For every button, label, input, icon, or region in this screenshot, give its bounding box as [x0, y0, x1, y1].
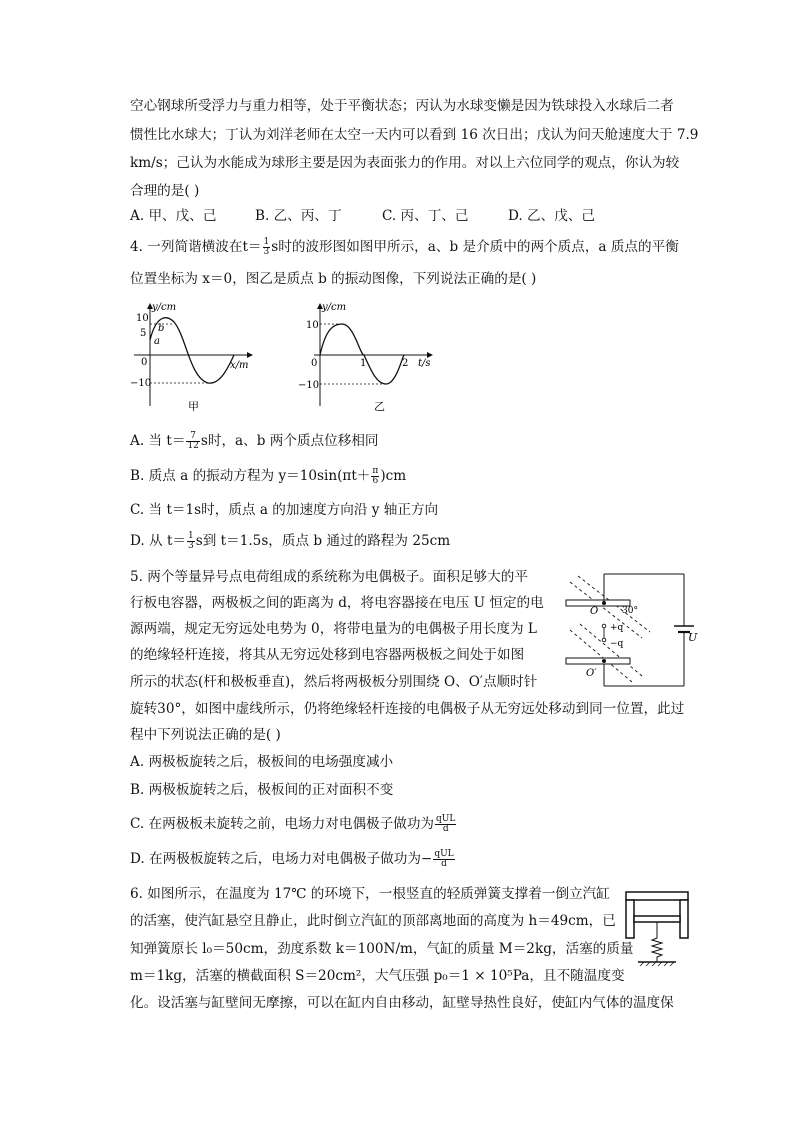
- q4-option-d-frac: [187, 532, 195, 551]
- cylinder-left-wall: [626, 900, 634, 938]
- wave-ylabel: y/cm: [152, 302, 177, 313]
- q5-option-b: B. 两极板旋转之后，极板间的正对面积不变: [130, 782, 394, 798]
- q4-stem-line-1: [130, 237, 679, 257]
- q4-option-b: [130, 466, 406, 486]
- vib-tick-2: 2: [402, 358, 409, 369]
- q5-stem-line-1: 5. 两个等量异号点电荷组成的系统称为电偶极子。面积足够大的平: [130, 569, 528, 585]
- q3-option-b: B. 乙、丙、丁: [255, 208, 342, 224]
- vib-curve: [320, 324, 404, 384]
- q5-stem-line-5: 所示的状态(杆和极板垂直)，然后将两极板分别围绕 O、O′点顺时针: [130, 674, 538, 690]
- q5-option-d-pre: D. 在两极板旋转之后，电场力对电偶极子做功为−: [130, 851, 433, 867]
- piston: [634, 916, 680, 922]
- cap-voltage-u: U: [688, 631, 698, 644]
- wave-tick-10: 10: [136, 313, 149, 324]
- spring: [652, 922, 662, 962]
- q4-option-d-num: 1: [188, 531, 194, 541]
- q4-fraction-num: 1: [263, 237, 270, 247]
- q4-option-d: [130, 531, 450, 551]
- vib-xlabel: t/s: [418, 358, 431, 369]
- q5-option-a: A. 两极板旋转之后，极板间的电场强度减小: [130, 754, 394, 770]
- bottom-plate: [566, 658, 630, 664]
- q5-option-d-frac: [433, 850, 454, 869]
- cap-label-o-prime: O′: [586, 668, 597, 679]
- q4-option-b-num: π: [372, 466, 379, 476]
- q4-fraction: [263, 238, 271, 257]
- q6-figure-cylinder: [624, 890, 694, 972]
- q5-figure-capacitor: [560, 568, 700, 692]
- q3-option-c: C. 丙、丁、己: [382, 208, 469, 224]
- q4-figure-wave: [128, 298, 258, 416]
- vib-tick-0: 0: [311, 358, 318, 369]
- q3-line-1: 空心钢球所受浮力与重力相等，处于平衡状态；丙认为水球变懒是因为铁球投入水球后二者: [130, 98, 674, 114]
- wave-tick-5: 5: [140, 328, 147, 339]
- q3-option-a: A. 甲、戊、己: [130, 208, 217, 224]
- q4-stem-text-2: s时的波形图如图甲所示，a、b 是介质中的两个质点，a 质点的平衡: [271, 239, 679, 255]
- q3-option-d: D. 乙、戊、己: [508, 208, 596, 224]
- vib-tick-10: 10: [306, 320, 319, 331]
- q5-stem-line-4: 的绝缘轻杆连接，将其从无穷远处移到电容器两极板之间处于如图: [130, 647, 525, 663]
- q5-stem-line-7: 程中下列说法正确的是( ): [130, 727, 281, 743]
- vib-ylabel: y/cm: [322, 302, 347, 313]
- q4-option-b-den: 6: [372, 476, 379, 486]
- q5-option-d-num: qUL: [434, 849, 454, 859]
- q4-stem-line-2: 位置坐标为 x＝0，图乙是质点 b 的振动图像，下列说法正确的是( ): [130, 271, 537, 287]
- vib-caption: 乙: [374, 400, 385, 413]
- cap-label-o: O: [590, 606, 599, 617]
- vib-tick-neg10: −10: [298, 380, 320, 391]
- q6-stem-line-3: 知弹簧原长 l₀＝50cm，劲度系数 k＝100N/m，气缸的质量 M＝2kg，活塞的质量: [130, 941, 634, 957]
- wave-point-a: a: [154, 336, 160, 347]
- q6-stem-line-1: 6. 如图所示，在温度为 17℃ 的环境下，一根竖直的轻质弹簧支撑着一倒立汽缸: [130, 886, 610, 902]
- q6-stem-line-5: 化。设活塞与缸壁间无摩擦，可以在缸内自由移动，缸壁导热性良好，使缸内气体的温度保: [130, 995, 674, 1011]
- wave-point-b: b: [158, 323, 165, 334]
- q6-stem-line-2: 的活塞，使汽缸悬空且静止，此时倒立汽缸的顶部离地面的高度为 h＝49cm，已: [130, 913, 616, 929]
- q5-option-c-frac: [435, 815, 456, 834]
- cap-minus-q: −q: [610, 639, 624, 649]
- q4-stem-text: 4. 一列简谐横波在: [130, 239, 243, 255]
- q4-option-d-post: s到 t＝1.5s，质点 b 通过的路程为 25cm: [195, 533, 451, 549]
- q5-option-c-num: qUL: [436, 814, 456, 824]
- q4-t-eq: t＝: [242, 239, 262, 255]
- q5-stem-line-2: 行板电容器，两极板之间的距离为 d，将电容器接在电压 U 恒定的电: [130, 595, 544, 611]
- q5-option-c-pre: C. 在两极板未旋转之前，电场力对电偶极子做功为: [130, 816, 435, 832]
- q4-option-d-den: 3: [188, 541, 194, 551]
- q4-option-d-pre: D. 从 t＝: [130, 533, 187, 549]
- q4-option-a-frac: [186, 432, 199, 451]
- q3-line-2: 惯性比水球大；丁认为刘洋老师在太空一天内可以看到 16 次日出；戊认为问天舱速度大于 7.9: [130, 127, 699, 143]
- q5-stem-line-3: 源两端，规定无穷远处电势为 0，将带电量为的电偶极子用长度为 L: [130, 621, 537, 637]
- q4-option-a-pre: A. 当 t＝: [130, 433, 186, 449]
- wave-caption: 甲: [188, 400, 199, 413]
- q6-stem-line-4: m＝1kg，活塞的横截面积 S＝20cm²，大气压强 p₀＝1 × 10⁵Pa，且不随温度变: [130, 968, 625, 984]
- wave-xlabel: x/m: [230, 360, 249, 371]
- q5-option-c-den: d: [442, 824, 449, 834]
- q4-option-a-den: 12: [187, 441, 199, 451]
- q4-option-a-num: 7: [186, 432, 199, 442]
- q4-option-b-post: )cm: [380, 468, 407, 484]
- q5-option-d: [130, 849, 456, 869]
- q3-line-3: km/s；己认为水能成为球形主要是因为表面张力的作用。对以上六位同学的观点，你认为较: [130, 155, 680, 171]
- q4-option-b-frac: [371, 467, 379, 486]
- wave-tick-0: 0: [141, 357, 148, 368]
- wave-tick-neg10: −10: [130, 378, 152, 389]
- cap-angle: 30°: [622, 606, 638, 616]
- q3-line-4: 合理的是( ): [130, 183, 200, 199]
- q5-option-d-den: d: [441, 859, 447, 869]
- q4-fraction-den: 3: [263, 247, 270, 257]
- q5-stem-line-6: 旋转30°，如图中虚线所示，仍将绝缘轻杆连接的电偶极子从无穷远处移动到同一位置，此过: [130, 701, 685, 717]
- q4-figure-vibration: [292, 298, 442, 416]
- vib-tick-1: 1: [360, 358, 367, 369]
- q4-option-a-post: s时，a、b 两个质点位移相同: [200, 433, 379, 449]
- q5-option-c: [130, 814, 457, 834]
- q4-option-c: C. 当 t＝1s时，质点 a 的加速度方向沿 y 轴正方向: [130, 502, 439, 518]
- q4-option-a: [130, 431, 379, 451]
- cylinder-top: [626, 892, 688, 900]
- cylinder-right-wall: [680, 900, 688, 938]
- q4-option-b-pre: B. 质点 a 的振动方程为 y＝10sin(πt＋: [130, 468, 371, 484]
- cap-plus-q: +q: [610, 623, 624, 633]
